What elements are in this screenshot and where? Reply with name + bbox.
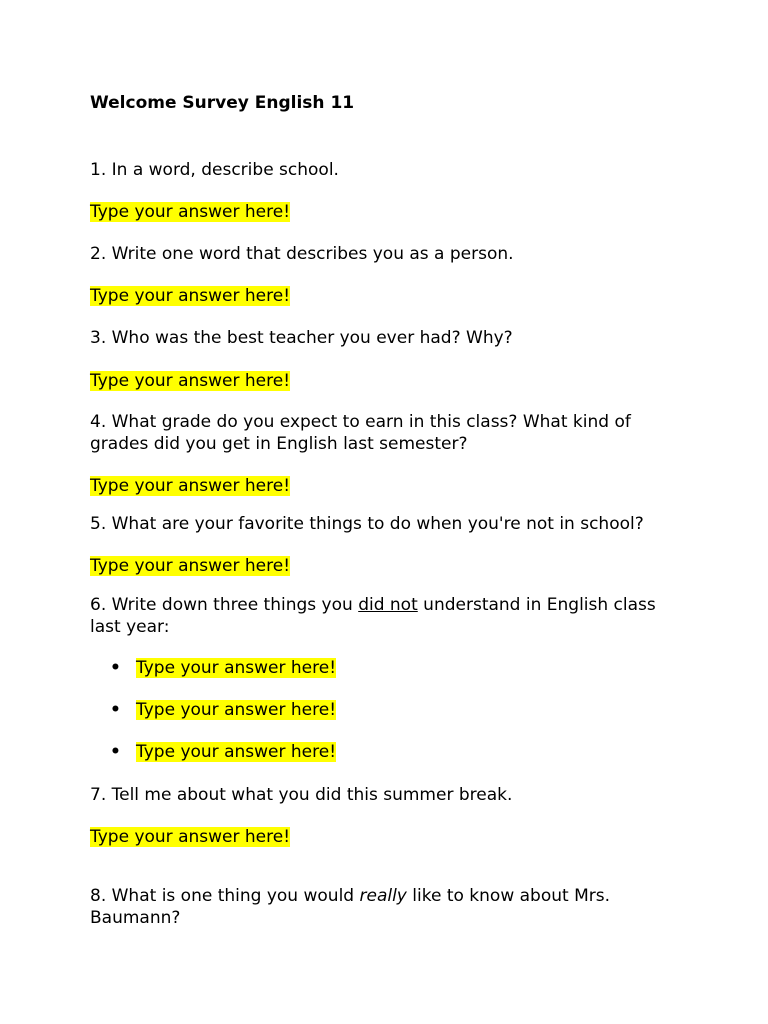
answer-6-item-2[interactable] (110, 699, 336, 721)
bullet-icon: • (110, 700, 121, 720)
answer-3[interactable] (90, 370, 290, 392)
answer-6-item-1[interactable] (110, 657, 336, 679)
question-6 (90, 594, 690, 638)
answer-1[interactable] (90, 201, 290, 223)
question-7: 7. Tell me about what you did this summer break. (90, 785, 513, 805)
question-6-before: 6. Write down three things you (90, 595, 359, 615)
answer-4[interactable] (90, 475, 290, 497)
answer-6-text-1[interactable]: Type your answer here! (136, 658, 337, 678)
bullet-icon: • (110, 658, 121, 678)
question-6-emphasis: did not (358, 595, 418, 615)
answer-6-text-2[interactable]: Type your answer here! (136, 700, 337, 720)
bullet-icon: • (110, 742, 121, 762)
answer-7[interactable] (90, 826, 290, 848)
question-8-after: like to know about Mrs. Baumann? (90, 886, 610, 928)
question-2: 2. Write one word that describes you as a person. (90, 244, 514, 264)
answer-7-text[interactable]: Type your answer here! (90, 827, 291, 847)
answer-5-text[interactable]: Type your answer here! (90, 556, 291, 576)
question-1: 1. In a word, describe school. (90, 160, 339, 180)
question-8-emphasis: really (359, 886, 407, 906)
answer-6-item-3[interactable] (110, 741, 336, 763)
answer-2-text[interactable]: Type your answer here! (90, 286, 291, 306)
question-3: 3. Who was the best teacher you ever had? Why? (90, 328, 513, 348)
answer-4-text[interactable]: Type your answer here! (90, 476, 291, 496)
document-title: Welcome Survey English 11 (90, 93, 355, 113)
question-4: 4. What grade do you expect to earn in this class? What kind of grades did you get in English last semester? (90, 412, 631, 454)
answer-2[interactable] (90, 285, 290, 307)
question-5: 5. What are your favorite things to do when you're not in school? (90, 514, 644, 534)
question-8 (90, 885, 690, 929)
answer-1-text[interactable]: Type your answer here! (90, 202, 291, 222)
answer-3-text[interactable]: Type your answer here! (90, 371, 291, 391)
question-6-after: understand in English class last year: (90, 595, 656, 637)
answer-5[interactable] (90, 555, 290, 577)
answer-6-text-3[interactable]: Type your answer here! (136, 742, 337, 762)
question-8-before: 8. What is one thing you would (90, 886, 360, 906)
